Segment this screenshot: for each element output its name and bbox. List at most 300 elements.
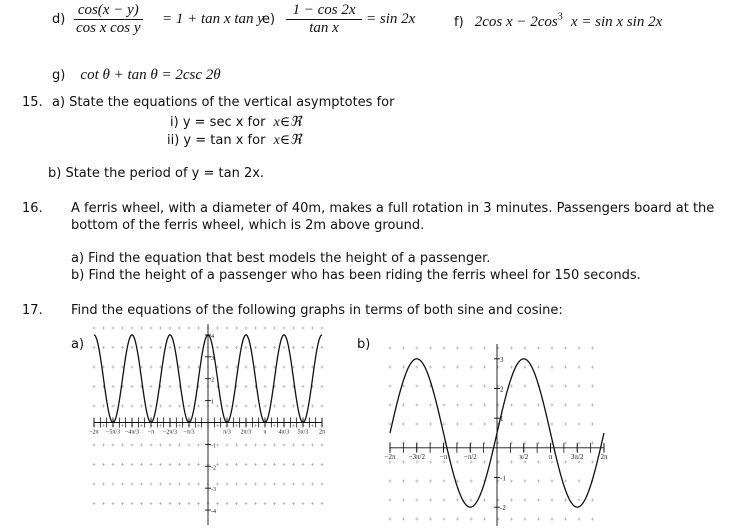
grid-mark (169, 366, 172, 369)
grid-mark (524, 404, 527, 407)
grid-mark (483, 423, 486, 426)
grid-mark (564, 461, 567, 464)
grid-mark (524, 518, 527, 521)
grid-mark (178, 327, 181, 330)
problem-f-rhs: x = sin x sin 2x (570, 14, 663, 30)
problem-e-fraction (286, 2, 362, 37)
grid-mark (321, 444, 324, 447)
grid-mark (254, 346, 257, 349)
grid-mark (93, 385, 96, 388)
problem-d-numerator: cos(x − y) (74, 2, 143, 20)
grid-mark (564, 518, 567, 521)
grid-mark (197, 502, 200, 505)
grid-mark (470, 347, 473, 350)
grid-mark (551, 423, 554, 426)
grid-mark (235, 502, 238, 505)
grid-mark (188, 346, 191, 349)
grid-mark (140, 444, 143, 447)
grid-mark (159, 327, 162, 330)
graph-b (384, 340, 610, 526)
grid-mark (131, 346, 134, 349)
x-tick-label: −5π/3 (105, 429, 121, 436)
grid-mark (537, 461, 540, 464)
grid-mark (273, 405, 276, 408)
grid-mark (416, 385, 419, 388)
grid-mark (159, 502, 162, 505)
grid-mark (131, 444, 134, 447)
grid-mark (564, 442, 567, 445)
grid-mark (273, 346, 276, 349)
grid-mark (311, 346, 314, 349)
grid-mark (245, 405, 248, 408)
grid-mark (402, 480, 405, 483)
grid-mark (235, 483, 238, 486)
grid-mark (131, 366, 134, 369)
grid-mark (578, 385, 581, 388)
grid-mark (429, 499, 432, 502)
grid-mark (483, 366, 486, 369)
grid-mark (456, 385, 459, 388)
grid-mark (483, 385, 486, 388)
grid-mark (429, 404, 432, 407)
grid-mark (389, 480, 392, 483)
y-tick-label: 3 (211, 355, 214, 362)
grid-mark (264, 483, 267, 486)
grid-mark (121, 444, 124, 447)
grid-mark (283, 385, 286, 388)
grid-mark (264, 502, 267, 505)
grid-mark (245, 346, 248, 349)
grid-mark (302, 405, 305, 408)
grid-mark (443, 461, 446, 464)
x-tick-label: −4π/3 (124, 429, 140, 436)
grid-mark (93, 405, 96, 408)
q15-part-b: b) State the period of y = tan 2x. (48, 166, 265, 181)
grid-mark (112, 366, 115, 369)
grid-mark (578, 366, 581, 369)
grid-mark (93, 483, 96, 486)
x-tick-label: 3π/2 (571, 452, 584, 461)
grid-mark (389, 461, 392, 464)
grid-mark (121, 346, 124, 349)
grid-mark (273, 483, 276, 486)
grid-mark (510, 461, 513, 464)
grid-mark (216, 327, 219, 330)
grid-mark (456, 347, 459, 350)
q16-number: 16. (22, 201, 43, 216)
y-tick-label: 2 (500, 385, 504, 394)
grid-mark (564, 366, 567, 369)
grid-mark (292, 327, 295, 330)
grid-mark (159, 444, 162, 447)
grid-mark (456, 499, 459, 502)
grid-mark (235, 424, 238, 427)
grid-mark (226, 346, 229, 349)
grid-mark (591, 347, 594, 350)
grid-mark (443, 423, 446, 426)
grid-mark (470, 404, 473, 407)
grid-mark (389, 404, 392, 407)
grid-mark (197, 463, 200, 466)
grid-mark (159, 483, 162, 486)
grid-mark (389, 518, 392, 521)
grid-mark (510, 366, 513, 369)
grid-mark (416, 423, 419, 426)
grid-mark (292, 463, 295, 466)
grid-mark (169, 483, 172, 486)
grid-mark (443, 347, 446, 350)
grid-mark (483, 404, 486, 407)
grid-mark (131, 385, 134, 388)
y-tick-label: -4 (211, 509, 216, 516)
grid-mark (292, 444, 295, 447)
grid-mark (93, 327, 96, 330)
x-tick-label: 2π/3 (240, 429, 252, 436)
grid-mark (245, 502, 248, 505)
grid-mark (140, 346, 143, 349)
grid-mark (537, 423, 540, 426)
grid-mark (443, 385, 446, 388)
grid-mark (578, 404, 581, 407)
grid-mark (470, 385, 473, 388)
y-tick-label: -2 (211, 465, 216, 472)
grid-mark (564, 499, 567, 502)
grid-mark (578, 480, 581, 483)
y-tick-label: 1 (211, 399, 214, 406)
grid-mark (416, 461, 419, 464)
grid-mark (402, 423, 405, 426)
grid-mark (226, 405, 229, 408)
grid-mark (235, 346, 238, 349)
grid-mark (510, 423, 513, 426)
grid-mark (254, 327, 257, 330)
graph-a (88, 320, 328, 525)
grid-mark (197, 327, 200, 330)
problem-f-exponent: 3 (557, 11, 563, 23)
grid-mark (389, 366, 392, 369)
y-tick-label: -1 (211, 443, 216, 450)
grid-mark (470, 499, 473, 502)
grid-mark (283, 463, 286, 466)
grid-mark (178, 346, 181, 349)
q15-part-a-i (170, 114, 302, 131)
problem-g-expr: cot θ + tan θ = 2csc 2θ (80, 67, 221, 83)
grid-mark (443, 499, 446, 502)
problem-d-label: d) (52, 12, 66, 27)
grid-mark (321, 385, 324, 388)
problem-d-fraction (74, 2, 143, 37)
grid-mark (483, 499, 486, 502)
grid-mark (150, 444, 153, 447)
x-tick-label: −2π (89, 429, 99, 436)
grid-mark (524, 347, 527, 350)
grid-mark (578, 442, 581, 445)
grid-mark (524, 499, 527, 502)
grid-mark (226, 502, 229, 505)
q15-part-a-ii (167, 132, 302, 149)
grid-mark (140, 502, 143, 505)
grid-mark (131, 327, 134, 330)
problem-d-denominator: cos x cos y (76, 20, 141, 36)
grid-mark (416, 480, 419, 483)
q15-part-a: a) State the equations of the vertical asymptotes for (52, 95, 395, 110)
grid-mark (245, 444, 248, 447)
grid-mark (416, 366, 419, 369)
grid-mark (311, 327, 314, 330)
grid-mark (283, 444, 286, 447)
grid-mark (112, 346, 115, 349)
grid-mark (537, 404, 540, 407)
grid-mark (456, 423, 459, 426)
grid-mark (591, 423, 594, 426)
grid-mark (197, 405, 200, 408)
grid-mark (311, 463, 314, 466)
grid-mark (591, 366, 594, 369)
grid-mark (402, 499, 405, 502)
grid-mark (302, 463, 305, 466)
grid-mark (321, 483, 324, 486)
grid-mark (292, 483, 295, 486)
grid-mark (389, 385, 392, 388)
grid-mark (321, 463, 324, 466)
grid-mark (254, 502, 257, 505)
grid-mark (483, 518, 486, 521)
grid-mark (93, 502, 96, 505)
grid-mark (159, 463, 162, 466)
grid-mark (93, 444, 96, 447)
y-tick-label: 1 (500, 415, 504, 424)
x-tick-label: 4π/3 (278, 429, 290, 436)
grid-mark (254, 405, 257, 408)
grid-mark (121, 502, 124, 505)
x-tick-label: 2π (600, 452, 608, 461)
grid-mark (131, 463, 134, 466)
grid-mark (102, 463, 105, 466)
grid-mark (510, 480, 513, 483)
grid-mark (321, 327, 324, 330)
grid-mark (551, 480, 554, 483)
grid-mark (537, 480, 540, 483)
grid-mark (591, 461, 594, 464)
grid-mark (226, 327, 229, 330)
grid-mark (524, 385, 527, 388)
grid-mark (121, 424, 124, 427)
graph-a-label: a) (71, 337, 85, 352)
grid-mark (402, 461, 405, 464)
grid-mark (416, 347, 419, 350)
grid-mark (443, 480, 446, 483)
grid-mark (131, 483, 134, 486)
q15-domain-i: x∈ℜ (273, 115, 302, 130)
grid-mark (564, 385, 567, 388)
grid-mark (112, 405, 115, 408)
grid-mark (283, 366, 286, 369)
grid-mark (178, 483, 181, 486)
grid-mark (429, 423, 432, 426)
grid-mark (102, 405, 105, 408)
x-tick-label: −π/3 (183, 429, 195, 436)
grid-mark (456, 518, 459, 521)
grid-mark (311, 424, 314, 427)
grid-mark (226, 366, 229, 369)
grid-mark (311, 444, 314, 447)
grid-mark (216, 502, 219, 505)
grid-mark (93, 366, 96, 369)
grid-mark (235, 444, 238, 447)
grid-mark (578, 423, 581, 426)
x-tick-label: 5π/3 (297, 429, 309, 436)
grid-mark (216, 483, 219, 486)
grid-mark (216, 463, 219, 466)
grid-mark (389, 423, 392, 426)
grid-mark (169, 385, 172, 388)
grid-mark (150, 502, 153, 505)
grid-mark (578, 518, 581, 521)
grid-mark (264, 346, 267, 349)
grid-mark (302, 483, 305, 486)
grid-mark (245, 385, 248, 388)
grid-mark (178, 444, 181, 447)
grid-mark (551, 404, 554, 407)
grid-mark (197, 483, 200, 486)
grid-mark (456, 461, 459, 464)
grid-mark (226, 483, 229, 486)
grid-mark (302, 346, 305, 349)
grid-mark (150, 483, 153, 486)
grid-mark (402, 347, 405, 350)
grid-mark (389, 347, 392, 350)
grid-mark (197, 424, 200, 427)
grid-mark (112, 385, 115, 388)
grid-mark (254, 483, 257, 486)
x-tick-label: −2π/3 (162, 429, 178, 436)
grid-mark (302, 502, 305, 505)
grid-mark (178, 405, 181, 408)
grid-mark (131, 502, 134, 505)
grid-mark (216, 444, 219, 447)
grid-mark (245, 366, 248, 369)
grid-mark (551, 499, 554, 502)
x-tick-label: −π (147, 429, 155, 436)
q15-number: 15. (22, 95, 43, 110)
grid-mark (121, 327, 124, 330)
grid-mark (140, 483, 143, 486)
grid-mark (112, 463, 115, 466)
grid-mark (470, 366, 473, 369)
grid-mark (273, 424, 276, 427)
grid-mark (591, 499, 594, 502)
grid-mark (169, 502, 172, 505)
grid-mark (140, 327, 143, 330)
problem-e-denominator: tan x (309, 20, 339, 36)
grid-mark (273, 502, 276, 505)
grid-mark (283, 327, 286, 330)
grid-mark (264, 366, 267, 369)
grid-mark (188, 444, 191, 447)
grid-mark (483, 347, 486, 350)
grid-mark (264, 444, 267, 447)
grid-mark (402, 518, 405, 521)
x-tick-label: −2π (384, 452, 396, 461)
grid-mark (112, 502, 115, 505)
grid-mark (510, 499, 513, 502)
grid-mark (321, 405, 324, 408)
grid-mark (150, 385, 153, 388)
grid-mark (216, 346, 219, 349)
grid-mark (178, 463, 181, 466)
x-tick-label: −π/2 (463, 452, 477, 461)
problem-g (52, 64, 221, 84)
grid-mark (188, 483, 191, 486)
grid-mark (483, 461, 486, 464)
q16-part-b: b) Find the height of a passenger who has been riding the ferris wheel for 150 seconds. (71, 268, 641, 283)
grid-mark (470, 461, 473, 464)
grid-mark (159, 424, 162, 427)
grid-mark (551, 385, 554, 388)
grid-mark (254, 444, 257, 447)
q16-line-2: bottom of the ferris wheel, which is 2m above ground. (71, 218, 425, 233)
grid-mark (292, 346, 295, 349)
grid-mark (131, 405, 134, 408)
grid-mark (140, 405, 143, 408)
y-tick-label: 3 (500, 355, 504, 364)
grid-mark (283, 502, 286, 505)
grid-mark (169, 346, 172, 349)
q17-text: Find the equations of the following graphs in terms of both sine and cosine: (71, 303, 563, 318)
grid-mark (551, 461, 554, 464)
grid-mark (429, 461, 432, 464)
grid-mark (551, 518, 554, 521)
grid-mark (292, 502, 295, 505)
grid-mark (235, 405, 238, 408)
problem-f (454, 11, 662, 31)
y-tick-label: 2 (211, 377, 214, 384)
grid-mark (292, 405, 295, 408)
grid-mark (150, 366, 153, 369)
grid-mark (121, 463, 124, 466)
grid-mark (402, 404, 405, 407)
grid-mark (429, 347, 432, 350)
grid-mark (140, 463, 143, 466)
grid-mark (188, 502, 191, 505)
grid-mark (591, 518, 594, 521)
grid-mark (188, 327, 191, 330)
grid-mark (264, 463, 267, 466)
grid-mark (311, 502, 314, 505)
grid-mark (564, 347, 567, 350)
problem-d-rhs: = 1 + tan x tan y (162, 11, 264, 27)
grid-mark (551, 347, 554, 350)
grid-mark (292, 424, 295, 427)
grid-mark (188, 385, 191, 388)
q16-line-1: A ferris wheel, with a diameter of 40m, makes a full rotation in 3 minutes. Passengers board at the (71, 201, 715, 216)
x-tick-label: −π (439, 452, 448, 461)
y-tick-label: -3 (211, 487, 216, 494)
grid-mark (470, 480, 473, 483)
grid-mark (443, 404, 446, 407)
q15-part-a-i-text: i) y = sec x for (170, 115, 266, 130)
problem-g-label: g) (52, 68, 66, 83)
grid-mark (591, 385, 594, 388)
grid-mark (150, 463, 153, 466)
grid-mark (216, 424, 219, 427)
grid-mark (510, 385, 513, 388)
grid-mark (510, 347, 513, 350)
grid-mark (245, 327, 248, 330)
grid-mark (264, 385, 267, 388)
grid-mark (470, 423, 473, 426)
grid-mark (416, 404, 419, 407)
